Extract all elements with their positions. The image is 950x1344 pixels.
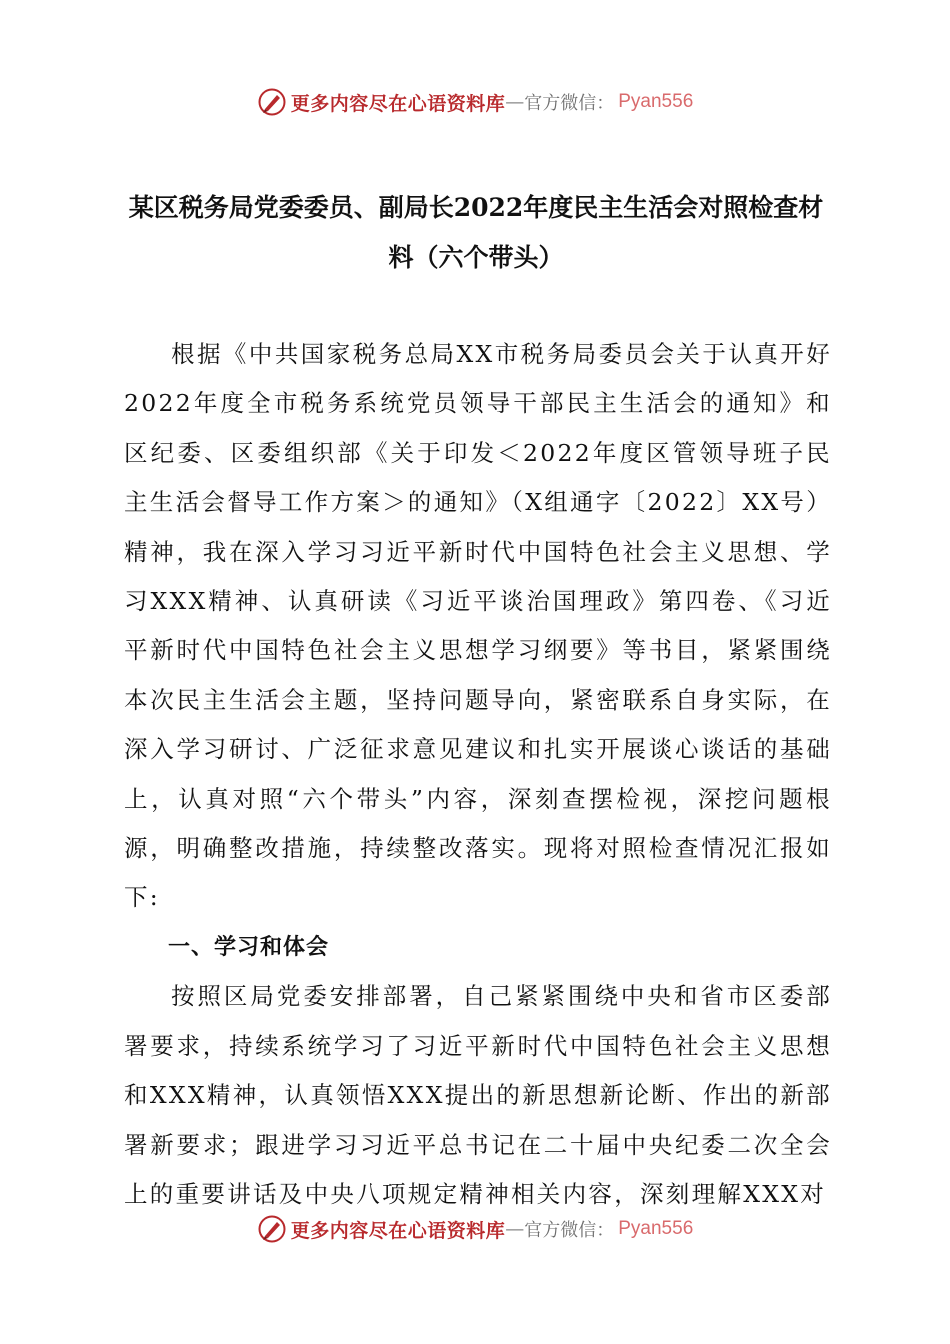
watermark-label: 官方微信： <box>524 93 615 114</box>
document-title: 某区税务局党委委员、副局长2022年度民主生活会对照检查材料（六个带头） <box>128 193 824 272</box>
watermark-contact: Pyan556 <box>618 1218 694 1239</box>
watermark-separator: — <box>505 1218 525 1240</box>
intro-paragraph: 根据《中共国家税务总局XX市税务局委员会关于认真开好2022年度全市税务系统党员领导干部民主生活会的通知》和区纪委、区委组织部《关于印发＜2022年度区管领导班子民主生活会督导工作方案＞的通知》（X组通字〔2022〕XX号）精神，我在深入学习习近平新时代中国特色社会主义思想、学习XXX精神、认真研读《习近平谈治国理政》第四卷、《习近平新时代中国特色社会主义思想学习纲要》等书目，紧紧围绕本次民主生活会主题，坚持问题导向，紧密联系自身实际，在深入学习研讨、广泛征求意见建议和扎实开展谈心谈话的基础上，认真对照“六个带头”内容，深刻查摆检视，深挖问题根源，明确整改措施，持续整改落实。现将对照检查情况汇报如下: <box>124 340 832 912</box>
watermark-contact: Pyan556 <box>618 91 694 112</box>
section-paragraph: 按照区局党委安排部署，自己紧紧围绕中央和省市区委部署要求，持续系统学习了习近平新时代中国特色社会主义思想和XXX精神，认真领悟XXX提出的新思想新论断、作出的新部署新要求；跟进学习习近平总书记在二十届中央纪委二次全会上的重要讲话及中央八项规定精神相关内容，深刻理解XXX对 <box>124 982 832 1208</box>
watermark-main-text: 更多内容尽在心语资料库 <box>290 92 506 115</box>
watermark-label: 官方微信： <box>524 1220 615 1241</box>
watermark-main-text: 更多内容尽在心语资料库 <box>290 1219 506 1242</box>
pen-logo-icon <box>257 1214 287 1244</box>
section-heading: 一、学习和体会 <box>168 934 330 960</box>
watermark-separator: — <box>505 91 525 113</box>
watermark-header <box>0 82 950 122</box>
document-body <box>124 330 832 1219</box>
watermark-footer <box>0 1209 950 1249</box>
pen-logo-icon <box>257 87 287 117</box>
